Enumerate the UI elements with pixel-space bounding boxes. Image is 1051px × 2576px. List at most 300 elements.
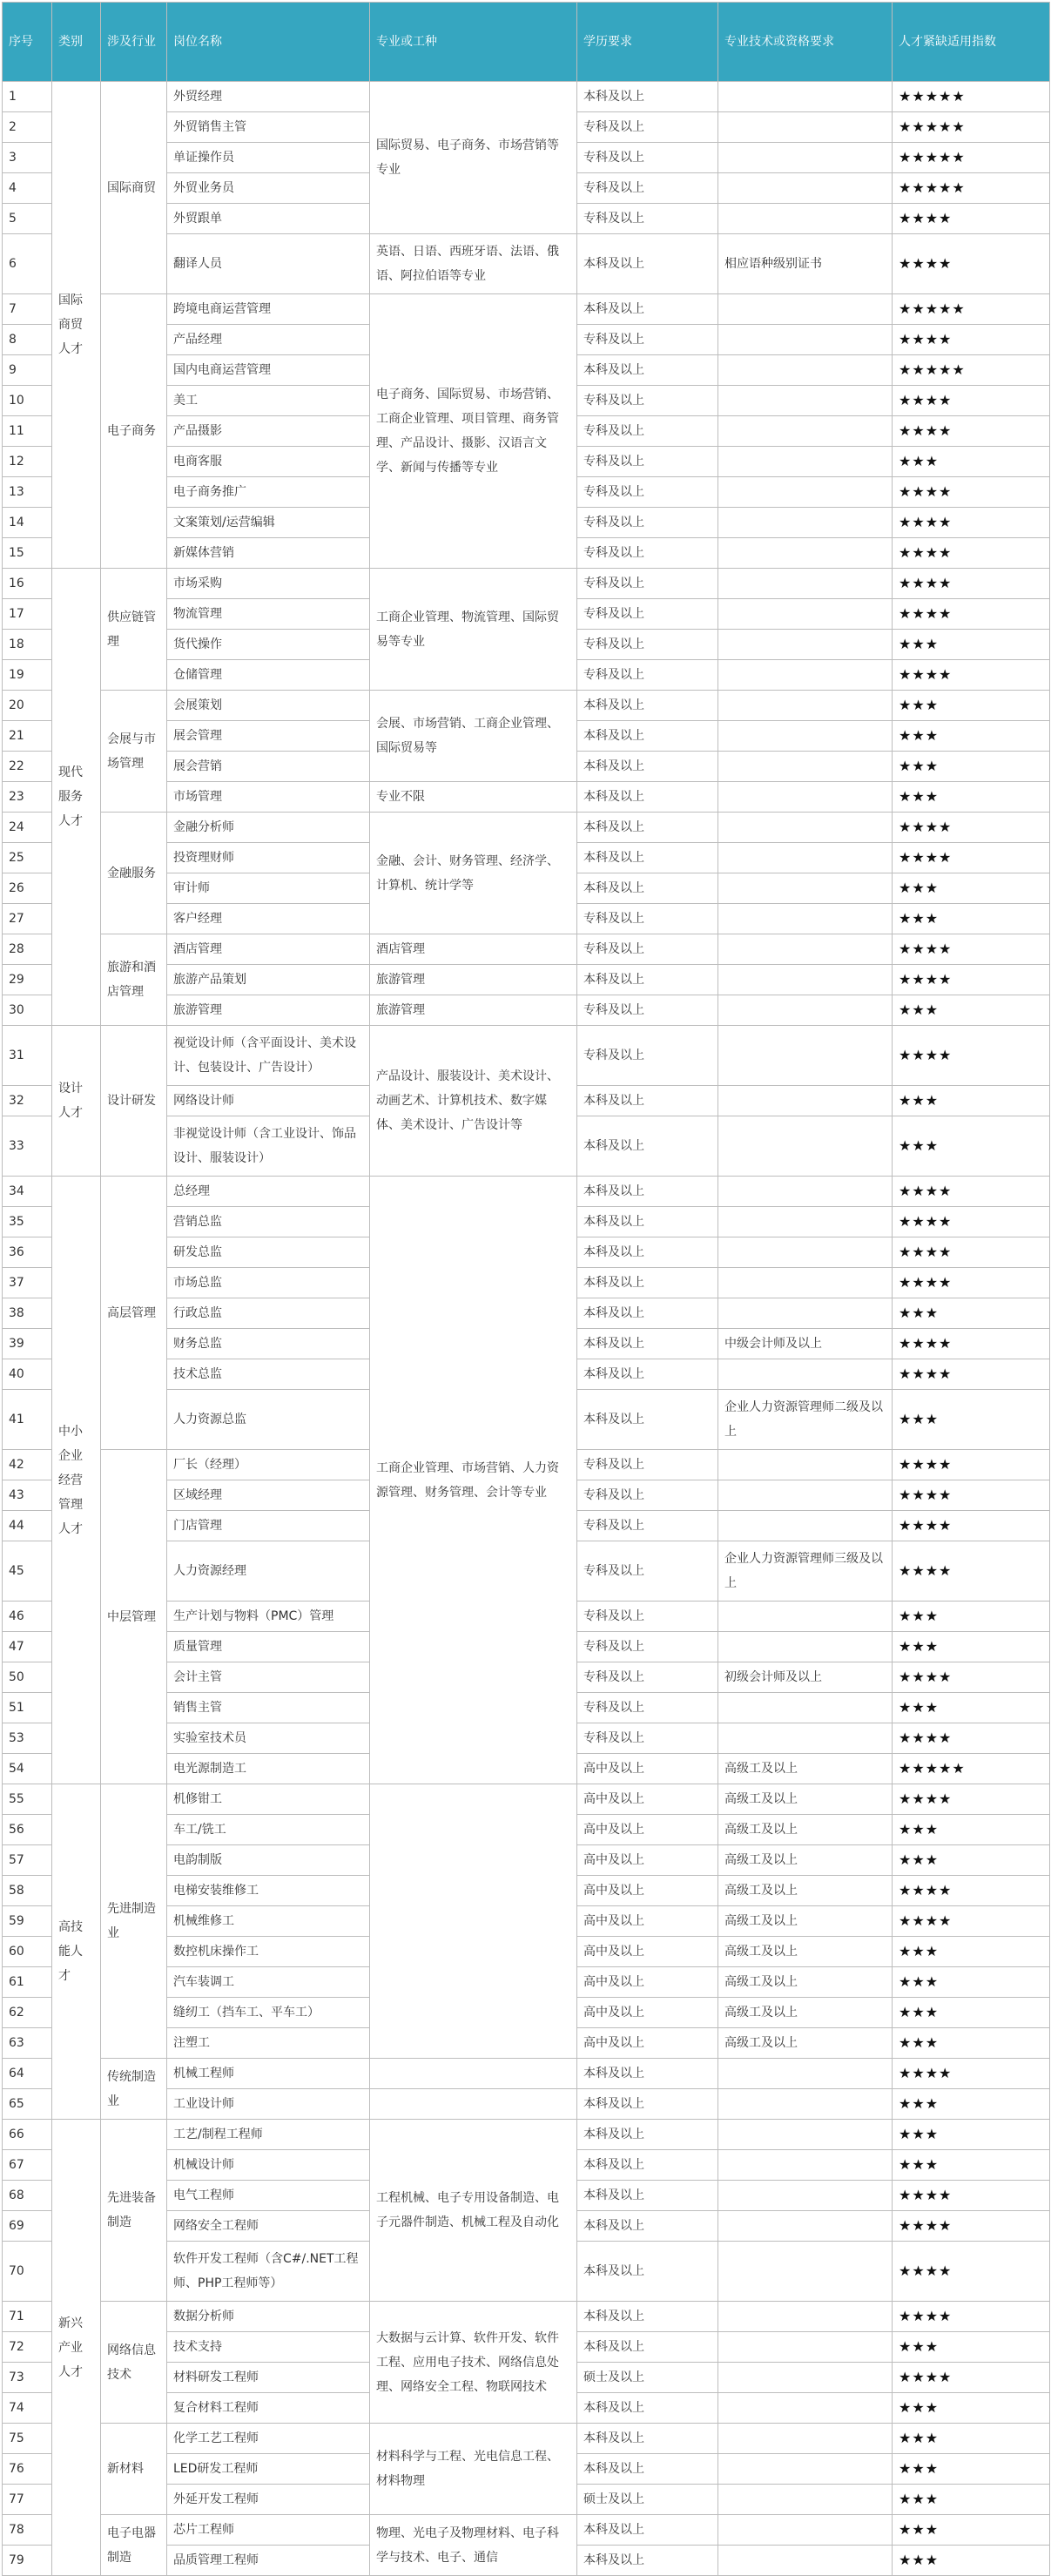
qualification-cell: 相应语种级别证书: [718, 234, 893, 294]
position-cell: 机械设计师: [167, 2150, 370, 2181]
row-number: 10: [3, 386, 52, 416]
shortage-index-stars: ★★★: [893, 904, 1050, 934]
table-row: [3, 1784, 1050, 1815]
row-number: 76: [3, 2454, 52, 2485]
row-number: 75: [3, 2424, 52, 2454]
shortage-index-stars: ★★★★: [893, 1662, 1050, 1693]
shortage-index-stars: ★★★★: [893, 477, 1050, 508]
shortage-index-stars: ★★★★: [893, 416, 1050, 447]
row-number: 41: [3, 1390, 52, 1450]
table-body: [3, 82, 1050, 2576]
shortage-index-stars: ★★★★★: [893, 173, 1050, 204]
education-cell: 本科及以上: [577, 355, 718, 386]
shortage-index-stars: ★★★★: [893, 386, 1050, 416]
position-cell: 行政总监: [167, 1298, 370, 1329]
row-number: 33: [3, 1116, 52, 1177]
industry-cell: 先进制造业: [101, 1784, 167, 2059]
qualification-cell: [718, 1723, 893, 1754]
shortage-index-stars: ★★★★: [893, 1784, 1050, 1815]
table-row: [3, 82, 1050, 112]
education-cell: 本科及以上: [577, 1086, 718, 1116]
qualification-cell: [718, 2393, 893, 2424]
position-cell: 新媒体营销: [167, 538, 370, 569]
position-cell: 展会营销: [167, 752, 370, 782]
education-cell: 高中及以上: [577, 1754, 718, 1784]
row-number: 12: [3, 447, 52, 477]
position-cell: 人力资源总监: [167, 1390, 370, 1450]
major-cell: 英语、日语、西班牙语、法语、俄语、阿拉伯语等专业: [370, 234, 577, 294]
position-cell: 市场管理: [167, 782, 370, 813]
education-cell: 本科及以上: [577, 1390, 718, 1450]
shortage-index-stars: ★★★★: [893, 813, 1050, 843]
education-cell: 本科及以上: [577, 965, 718, 995]
row-number: 67: [3, 2150, 52, 2181]
education-cell: 专科及以上: [577, 1693, 718, 1723]
industry-cell: 高层管理: [101, 1177, 167, 1450]
row-number: 35: [3, 1207, 52, 1237]
row-number: 3: [3, 143, 52, 173]
row-number: 27: [3, 904, 52, 934]
education-cell: 本科及以上: [577, 2150, 718, 2181]
shortage-index-stars: ★★★★: [893, 234, 1050, 294]
qualification-cell: [718, 843, 893, 873]
qualification-cell: [718, 1632, 893, 1662]
shortage-index-stars: ★★★★: [893, 1237, 1050, 1268]
header-industry: 涉及行业: [101, 3, 167, 82]
position-cell: 客户经理: [167, 904, 370, 934]
education-cell: 高中及以上: [577, 1967, 718, 1998]
industry-cell: 金融服务: [101, 813, 167, 934]
industry-cell: 电子电器制造: [101, 2515, 167, 2576]
education-cell: 专科及以上: [577, 569, 718, 599]
education-cell: 高中及以上: [577, 2028, 718, 2059]
position-cell: 实验室技术员: [167, 1723, 370, 1754]
qualification-cell: [718, 1693, 893, 1723]
shortage-index-stars: ★★★★: [893, 2363, 1050, 2393]
qualification-cell: [718, 569, 893, 599]
row-number: 68: [3, 2181, 52, 2211]
table-row: [3, 2059, 1050, 2089]
shortage-index-stars: ★★★★★: [893, 294, 1050, 325]
qualification-cell: 高级工及以上: [718, 1906, 893, 1937]
education-cell: 专科及以上: [577, 112, 718, 143]
qualification-cell: 高级工及以上: [718, 1876, 893, 1906]
shortage-index-stars: ★★★★: [893, 2181, 1050, 2211]
education-cell: 本科及以上: [577, 2120, 718, 2150]
education-cell: 硕士及以上: [577, 2363, 718, 2393]
shortage-index-stars: ★★★★: [893, 2059, 1050, 2089]
row-number: 79: [3, 2546, 52, 2576]
qualification-cell: [718, 294, 893, 325]
row-number: 72: [3, 2332, 52, 2363]
qualification-cell: [718, 2454, 893, 2485]
position-cell: 注塑工: [167, 2028, 370, 2059]
qualification-cell: [718, 1177, 893, 1207]
shortage-index-stars: ★★★: [893, 1086, 1050, 1116]
major-cell: 旅游管理: [370, 995, 577, 1026]
row-number: 58: [3, 1876, 52, 1906]
qualification-cell: [718, 934, 893, 965]
education-cell: 本科及以上: [577, 2242, 718, 2302]
position-cell: 总经理: [167, 1177, 370, 1207]
row-number: 56: [3, 1815, 52, 1845]
row-number: 45: [3, 1541, 52, 1602]
education-cell: 本科及以上: [577, 1298, 718, 1329]
qualification-cell: 高级工及以上: [718, 1754, 893, 1784]
position-cell: 机械工程师: [167, 2059, 370, 2089]
position-cell: 外贸经理: [167, 82, 370, 112]
position-cell: 车工/铣工: [167, 1815, 370, 1845]
qualification-cell: [718, 204, 893, 234]
shortage-index-stars: ★★★: [893, 2485, 1050, 2515]
shortage-index-stars: ★★★: [893, 2454, 1050, 2485]
education-cell: 专科及以上: [577, 508, 718, 538]
qualification-cell: [718, 1026, 893, 1086]
education-cell: 专科及以上: [577, 630, 718, 660]
education-cell: 专科及以上: [577, 904, 718, 934]
category-cell: 高技能人才: [52, 1784, 101, 2120]
row-number: 16: [3, 569, 52, 599]
row-number: 74: [3, 2393, 52, 2424]
education-cell: 专科及以上: [577, 934, 718, 965]
row-number: 17: [3, 599, 52, 630]
qualification-cell: 初级会计师及以上: [718, 1662, 893, 1693]
row-number: 24: [3, 813, 52, 843]
education-cell: 专科及以上: [577, 538, 718, 569]
row-number: 71: [3, 2302, 52, 2332]
qualification-cell: [718, 2150, 893, 2181]
shortage-index-stars: ★★★: [893, 2546, 1050, 2576]
position-cell: 生产计划与物料（PMC）管理: [167, 1602, 370, 1632]
shortage-index-stars: ★★★★: [893, 843, 1050, 873]
qualification-cell: [718, 904, 893, 934]
major-cell: 旅游管理: [370, 965, 577, 995]
shortage-index-stars: ★★★★: [893, 599, 1050, 630]
header-index: 人才紧缺适用指数: [893, 3, 1050, 82]
position-cell: 跨境电商运营管理: [167, 294, 370, 325]
qualification-cell: [718, 2120, 893, 2150]
qualification-cell: [718, 965, 893, 995]
row-number: 2: [3, 112, 52, 143]
table-row: [3, 2302, 1050, 2332]
qualification-cell: [718, 1207, 893, 1237]
position-cell: 仓储管理: [167, 660, 370, 691]
major-cell: 工程机械、电子专用设备制造、电子元器件制造、机械工程及自动化: [370, 2120, 577, 2302]
qualification-cell: [718, 813, 893, 843]
shortage-index-stars: ★★★★★: [893, 112, 1050, 143]
row-number: 29: [3, 965, 52, 995]
position-cell: 市场采购: [167, 569, 370, 599]
shortage-index-stars: ★★★: [893, 2515, 1050, 2546]
position-cell: 工艺/制程工程师: [167, 2120, 370, 2150]
row-number: 7: [3, 294, 52, 325]
position-cell: 数控机床操作工: [167, 1937, 370, 1967]
table-row: [3, 2424, 1050, 2454]
major-cell: 专业不限: [370, 782, 577, 813]
position-cell: 厂长（经理）: [167, 1450, 370, 1480]
category-cell: 国际商贸人才: [52, 82, 101, 569]
row-number: 34: [3, 1177, 52, 1207]
qualification-cell: [718, 2515, 893, 2546]
shortage-index-stars: ★★★: [893, 995, 1050, 1026]
header-major: 专业或工种: [370, 3, 577, 82]
education-cell: 专科及以上: [577, 1632, 718, 1662]
position-cell: 电光源制造工: [167, 1754, 370, 1784]
major-cell: 工商企业管理、市场营销、人力资源管理、财务管理、会计等专业: [370, 1177, 577, 1784]
education-cell: 专科及以上: [577, 1511, 718, 1541]
position-cell: 质量管理: [167, 1632, 370, 1662]
major-cell: 国际贸易、电子商务、市场营销等专业: [370, 82, 577, 234]
major-cell: 会展、市场营销、工商企业管理、国际贸易等: [370, 691, 577, 782]
position-cell: 审计师: [167, 873, 370, 904]
shortage-index-stars: ★★★★★: [893, 355, 1050, 386]
row-number: 30: [3, 995, 52, 1026]
education-cell: 专科及以上: [577, 1602, 718, 1632]
qualification-cell: [718, 630, 893, 660]
shortage-index-stars: ★★★★: [893, 1177, 1050, 1207]
row-number: 26: [3, 873, 52, 904]
education-cell: 专科及以上: [577, 1541, 718, 1602]
education-cell: 本科及以上: [577, 2332, 718, 2363]
table-row: [3, 294, 1050, 325]
education-cell: 高中及以上: [577, 1815, 718, 1845]
position-cell: 产品摄影: [167, 416, 370, 447]
education-cell: 本科及以上: [577, 2546, 718, 2576]
shortage-index-stars: ★★★★: [893, 1359, 1050, 1390]
education-cell: 专科及以上: [577, 386, 718, 416]
qualification-cell: 企业人力资源管理师二级及以上: [718, 1390, 893, 1450]
talent-table-container: [2, 2, 1050, 2576]
qualification-cell: [718, 2089, 893, 2120]
shortage-index-stars: ★★★: [893, 721, 1050, 752]
qualification-cell: [718, 2242, 893, 2302]
shortage-index-stars: ★★★: [893, 447, 1050, 477]
major-cell: 酒店管理: [370, 934, 577, 965]
education-cell: 专科及以上: [577, 204, 718, 234]
position-cell: 旅游管理: [167, 995, 370, 1026]
industry-cell: 传统制造业: [101, 2059, 167, 2120]
education-cell: 硕士及以上: [577, 2485, 718, 2515]
row-number: 65: [3, 2089, 52, 2120]
qualification-cell: [718, 1237, 893, 1268]
position-cell: 复合材料工程师: [167, 2393, 370, 2424]
table-row: [3, 813, 1050, 843]
education-cell: 高中及以上: [577, 1876, 718, 1906]
shortage-index-stars: ★★★: [893, 1298, 1050, 1329]
industry-cell: 会展与市场管理: [101, 691, 167, 813]
position-cell: 电子商务推广: [167, 477, 370, 508]
education-cell: 专科及以上: [577, 1723, 718, 1754]
row-number: 66: [3, 2120, 52, 2150]
position-cell: 技术支持: [167, 2332, 370, 2363]
position-cell: 财务总监: [167, 1329, 370, 1359]
position-cell: 电商客服: [167, 447, 370, 477]
row-number: 47: [3, 1632, 52, 1662]
shortage-index-stars: ★★★★: [893, 1723, 1050, 1754]
position-cell: 展会管理: [167, 721, 370, 752]
shortage-index-stars: ★★★★★: [893, 143, 1050, 173]
shortage-index-stars: ★★★: [893, 691, 1050, 721]
qualification-cell: [718, 599, 893, 630]
header-position: 岗位名称: [167, 3, 370, 82]
row-number: 53: [3, 1723, 52, 1754]
row-number: 70: [3, 2242, 52, 2302]
shortage-index-stars: ★★★: [893, 2332, 1050, 2363]
position-cell: 视觉设计师（含平面设计、美术设计、包装设计、广告设计）: [167, 1026, 370, 1086]
shortage-index-stars: ★★★: [893, 1602, 1050, 1632]
shortage-index-stars: ★★★: [893, 630, 1050, 660]
row-number: 64: [3, 2059, 52, 2089]
shortage-index-stars: ★★★: [893, 1937, 1050, 1967]
shortage-index-stars: ★★★★: [893, 934, 1050, 965]
major-cell: [370, 2059, 577, 2089]
qualification-cell: [718, 386, 893, 416]
education-cell: 本科及以上: [577, 294, 718, 325]
shortage-index-stars: ★★★: [893, 752, 1050, 782]
shortage-index-stars: ★★★★: [893, 1906, 1050, 1937]
row-number: 62: [3, 1998, 52, 2028]
qualification-cell: [718, 2302, 893, 2332]
qualification-cell: 企业人力资源管理师三级及以上: [718, 1541, 893, 1602]
position-cell: 数据分析师: [167, 2302, 370, 2332]
position-cell: 国内电商运营管理: [167, 355, 370, 386]
row-number: 1: [3, 82, 52, 112]
row-number: 31: [3, 1026, 52, 1086]
row-number: 77: [3, 2485, 52, 2515]
position-cell: 翻译人员: [167, 234, 370, 294]
position-cell: 物流管理: [167, 599, 370, 630]
qualification-cell: [718, 2485, 893, 2515]
header-education: 学历要求: [577, 3, 718, 82]
shortage-index-stars: ★★★: [893, 1390, 1050, 1450]
shortage-index-stars: ★★★: [893, 1815, 1050, 1845]
education-cell: 专科及以上: [577, 995, 718, 1026]
industry-cell: 供应链管理: [101, 569, 167, 691]
row-number: 61: [3, 1967, 52, 1998]
row-number: 22: [3, 752, 52, 782]
education-cell: 专科及以上: [577, 447, 718, 477]
qualification-cell: 高级工及以上: [718, 1937, 893, 1967]
row-number: 18: [3, 630, 52, 660]
shortage-index-stars: ★★★★★: [893, 82, 1050, 112]
table-row: [3, 2120, 1050, 2150]
shortage-index-stars: ★★★: [893, 2089, 1050, 2120]
position-cell: 研发总监: [167, 1237, 370, 1268]
education-cell: 本科及以上: [577, 234, 718, 294]
position-cell: 材料研发工程师: [167, 2363, 370, 2393]
qualification-cell: [718, 143, 893, 173]
row-number: 13: [3, 477, 52, 508]
education-cell: 本科及以上: [577, 2089, 718, 2120]
qualification-cell: [718, 477, 893, 508]
row-number: 46: [3, 1602, 52, 1632]
position-cell: 技术总监: [167, 1359, 370, 1390]
shortage-index-stars: ★★★★: [893, 1480, 1050, 1511]
position-cell: 汽车装调工: [167, 1967, 370, 1998]
major-cell: 金融、会计、财务管理、经济学、计算机、统计学等: [370, 813, 577, 934]
table-header: [3, 3, 1050, 82]
qualification-cell: [718, 1450, 893, 1480]
qualification-cell: 高级工及以上: [718, 2028, 893, 2059]
shortage-index-stars: ★★★: [893, 1845, 1050, 1876]
qualification-cell: [718, 1298, 893, 1329]
category-cell: 中小企业经营管理人才: [52, 1177, 101, 1784]
shortage-index-stars: ★★★★: [893, 1268, 1050, 1298]
row-number: 78: [3, 2515, 52, 2546]
education-cell: 本科及以上: [577, 691, 718, 721]
row-number: 43: [3, 1480, 52, 1511]
shortage-index-stars: ★★★: [893, 2393, 1050, 2424]
shortage-index-stars: ★★★: [893, 2120, 1050, 2150]
talent-shortage-table: [2, 2, 1050, 2576]
position-cell: 机修钳工: [167, 1784, 370, 1815]
row-number: 69: [3, 2211, 52, 2242]
major-cell: [370, 2089, 577, 2120]
table-row: [3, 1177, 1050, 1207]
education-cell: 本科及以上: [577, 2515, 718, 2546]
qualification-cell: 高级工及以上: [718, 1967, 893, 1998]
qualification-cell: [718, 2546, 893, 2576]
row-number: 14: [3, 508, 52, 538]
row-number: 57: [3, 1845, 52, 1876]
education-cell: 专科及以上: [577, 325, 718, 355]
industry-cell: 电子商务: [101, 294, 167, 569]
qualification-cell: [718, 1511, 893, 1541]
major-cell: 大数据与云计算、软件开发、软件工程、应用电子技术、网络信息处理、网络安全工程、物联网技术: [370, 2302, 577, 2424]
position-cell: 电梯安装维修工: [167, 1876, 370, 1906]
row-number: 21: [3, 721, 52, 752]
qualification-cell: [718, 1086, 893, 1116]
position-cell: 机械维修工: [167, 1906, 370, 1937]
qualification-cell: [718, 538, 893, 569]
education-cell: 本科及以上: [577, 782, 718, 813]
shortage-index-stars: ★★★★: [893, 2242, 1050, 2302]
major-cell: [370, 1784, 577, 2059]
qualification-cell: [718, 447, 893, 477]
position-cell: 电气工程师: [167, 2181, 370, 2211]
shortage-index-stars: ★★★★: [893, 1876, 1050, 1906]
shortage-index-stars: ★★★: [893, 782, 1050, 813]
position-cell: 货代操作: [167, 630, 370, 660]
qualification-cell: [718, 2211, 893, 2242]
qualification-cell: [718, 691, 893, 721]
industry-cell: 国际商贸: [101, 82, 167, 294]
shortage-index-stars: ★★★: [893, 873, 1050, 904]
major-cell: 电子商务、国际贸易、市场营销、工商企业管理、项目管理、商务管理、产品设计、摄影、汉语言文学、新闻与传播等专业: [370, 294, 577, 569]
position-cell: 芯片工程师: [167, 2515, 370, 2546]
shortage-index-stars: ★★★★: [893, 965, 1050, 995]
education-cell: 高中及以上: [577, 1906, 718, 1937]
industry-cell: 网络信息技术: [101, 2302, 167, 2424]
row-number: 63: [3, 2028, 52, 2059]
education-cell: 本科及以上: [577, 1177, 718, 1207]
education-cell: 本科及以上: [577, 2424, 718, 2454]
row-number: 32: [3, 1086, 52, 1116]
major-cell: 工商企业管理、物流管理、国际贸易等专业: [370, 569, 577, 691]
education-cell: 高中及以上: [577, 1845, 718, 1876]
industry-cell: 中层管理: [101, 1450, 167, 1784]
education-cell: 本科及以上: [577, 2454, 718, 2485]
shortage-index-stars: ★★★★: [893, 508, 1050, 538]
qualification-cell: [718, 660, 893, 691]
education-cell: 本科及以上: [577, 721, 718, 752]
industry-cell: 先进装备制造: [101, 2120, 167, 2302]
qualification-cell: [718, 2363, 893, 2393]
education-cell: 专科及以上: [577, 477, 718, 508]
education-cell: 本科及以上: [577, 1268, 718, 1298]
table-row: [3, 691, 1050, 721]
shortage-index-stars: ★★★★: [893, 660, 1050, 691]
